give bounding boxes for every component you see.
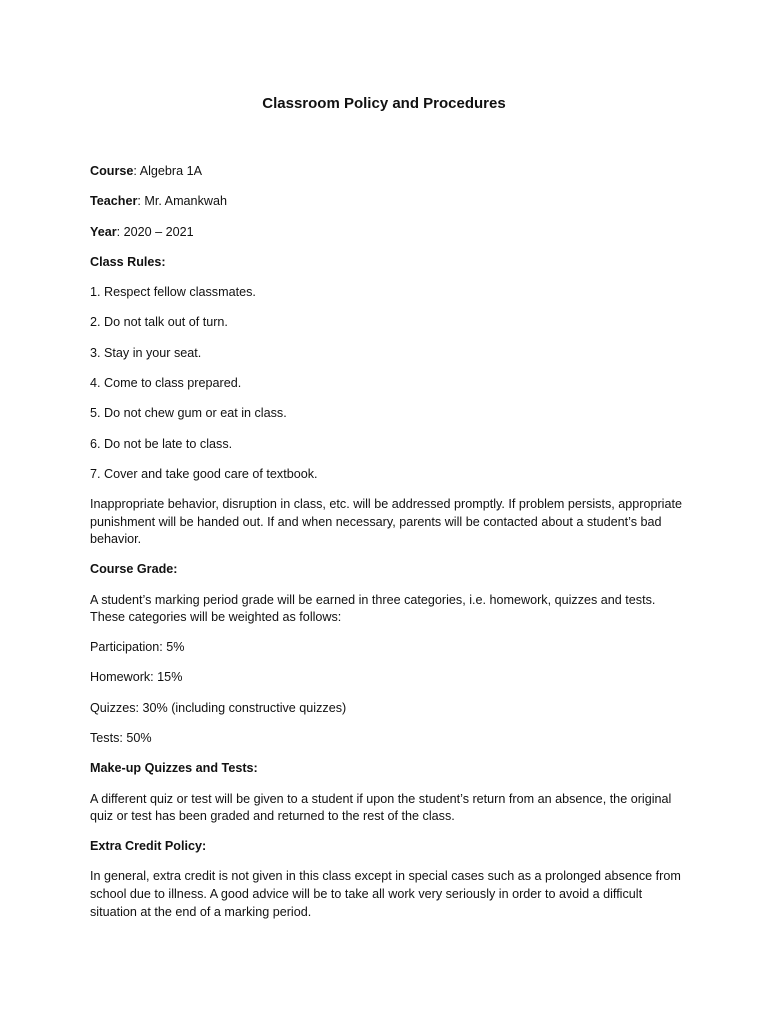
makeup-paragraph: A different quiz or test will be given to a student if upon the student’s return from an absence, the original quiz or test has been graded and returned to the rest of the class. (90, 791, 672, 824)
rule-item: 7. Cover and take good care of textbook. (90, 466, 318, 481)
makeup-heading: Make-up Quizzes and Tests: (90, 761, 258, 776)
rule-item: 3. Stay in your seat. (90, 345, 202, 360)
grade-weight-item: Tests: 50% (90, 730, 152, 745)
behavior-paragraph: Inappropriate behavior, disruption in class, etc. will be addressed promptly. If problem persists, appropriate punishment will be handed out. If and when necessary, parents will be contacted about a student’s bad behavior. (90, 497, 682, 547)
year-label: Year (90, 224, 117, 239)
teacher-label: Teacher (90, 194, 138, 209)
teacher-value: : Mr. Amankwah (137, 194, 227, 209)
grade-weight-item: Homework: 15% (90, 670, 183, 685)
course-line (90, 163, 690, 181)
rule-item: 5. Do not chew gum or eat in class. (90, 406, 287, 421)
year-value: : 2020 – 2021 (116, 224, 194, 239)
year-line (90, 224, 690, 242)
course-grade-intro: A student’s marking period grade will be earned in three categories, i.e. homework, quizzes and tests. These categories will be weighted as follows: (90, 592, 656, 625)
grade-weight-item: Quizzes: 30% (including constructive quizzes) (90, 700, 347, 715)
document-title: Classroom Policy and Procedures (262, 95, 506, 112)
rule-item: 4. Come to class prepared. (90, 375, 242, 390)
rule-item: 6. Do not be late to class. (90, 436, 233, 451)
class-rules-heading: Class Rules: (90, 254, 166, 269)
teacher-line (90, 193, 690, 211)
course-value: : Algebra 1A (133, 164, 203, 178)
document-body (90, 163, 690, 934)
course-grade-heading: Course Grade: (90, 562, 178, 577)
extra-credit-paragraph: In general, extra credit is not given in this class except in special cases such as a prolonged absence from school due to illness. A good advice will be to take all work very seriously in order to avoid a difficult situation at the end of a marking period. (90, 869, 681, 919)
rule-item: 1. Respect fellow classmates. (90, 285, 256, 300)
rule-item: 2. Do not talk out of turn. (90, 315, 228, 330)
extra-credit-heading: Extra Credit Policy: (90, 839, 207, 854)
course-label: Course (90, 164, 134, 178)
document-page (90, 0, 690, 1024)
grade-weight-item: Participation: 5% (90, 640, 185, 655)
